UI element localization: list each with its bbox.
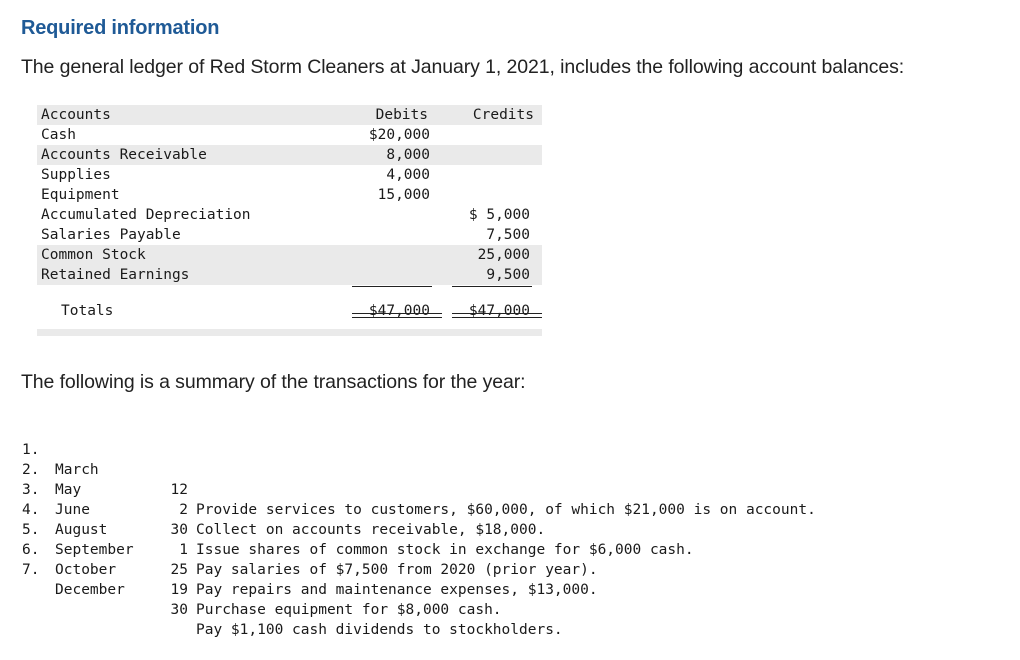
transaction-number: 3. [22, 482, 40, 498]
summary-text: The following is a summary of the transactions for the year: [21, 371, 526, 393]
transaction-day: 19 [170, 582, 188, 598]
credit-total-double-rule [452, 313, 542, 318]
intro-text: The general ledger of Red Storm Cleaners at January 1, 2021, includes the following account balances: [21, 56, 905, 78]
total-debits: $47,000 [368, 303, 430, 319]
account-name: Supplies [41, 167, 111, 183]
credit-amount: 9,500 [486, 267, 530, 283]
transaction-month: October [55, 562, 117, 578]
transaction-month: September [55, 542, 134, 558]
transaction-month: August [55, 522, 108, 538]
transaction-number: 4. [22, 502, 40, 518]
ledger-row [37, 165, 542, 185]
totals-row [37, 293, 542, 329]
debit-amount: $20,000 [368, 127, 430, 143]
transaction-number: 2. [22, 462, 40, 478]
ledger-row [37, 205, 542, 225]
account-name: Retained Earnings [41, 267, 190, 283]
transaction-description: Pay $1,100 cash dividends to stockholders. [196, 622, 563, 638]
section-heading: Required information [21, 17, 220, 39]
credit-subtotal-rule [452, 286, 532, 287]
transaction-description: Issue shares of common stock in exchange for $6,000 cash. [196, 542, 694, 558]
account-name: Accounts Receivable [41, 147, 207, 163]
transaction-description: Provide services to customers, $60,000, of which $21,000 is on account. [196, 502, 816, 518]
transaction-description: Purchase equipment for $8,000 cash. [196, 602, 502, 618]
ledger-row [37, 265, 542, 285]
ledger-row [37, 245, 542, 265]
transaction-description: Collect on accounts receivable, $18,000. [196, 522, 546, 538]
ledger-row [37, 125, 542, 145]
transaction-month: December [55, 582, 125, 598]
transaction-month: March [55, 462, 99, 478]
total-credits: $47,000 [468, 303, 530, 319]
debits-header: Debits [375, 107, 428, 123]
transaction-day: 30 [170, 602, 188, 618]
transaction-day: 1 [179, 542, 188, 558]
credit-amount: 7,500 [486, 227, 530, 243]
transaction-day: 12 [170, 482, 188, 498]
ledger-row [37, 225, 542, 245]
account-name: Salaries Payable [41, 227, 181, 243]
transaction-number: 5. [22, 522, 40, 538]
transaction-number: 6. [22, 542, 40, 558]
account-name: Cash [41, 127, 76, 143]
debit-amount: 8,000 [386, 147, 430, 163]
transaction-month: May [55, 482, 82, 498]
debit-subtotal-rule [352, 286, 432, 287]
credits-header: Credits [472, 107, 534, 123]
transaction-day: 30 [170, 522, 188, 538]
ledger-header-row [37, 105, 542, 125]
transaction-description: Pay repairs and maintenance expenses, $13,000. [196, 582, 598, 598]
transaction-number: 1. [22, 442, 40, 458]
credit-amount: 25,000 [477, 247, 530, 263]
table-bottom-band [37, 329, 542, 336]
account-name: Equipment [41, 187, 120, 203]
debit-total-double-rule [352, 313, 442, 318]
transaction-description: Pay salaries of $7,500 from 2020 (prior year). [196, 562, 598, 578]
transaction-day: 25 [170, 562, 188, 578]
credit-amount: $ 5,000 [468, 207, 530, 223]
debit-amount: 4,000 [386, 167, 430, 183]
transaction-number: 7. [22, 562, 40, 578]
ledger-table [37, 105, 542, 329]
account-name: Common Stock [41, 247, 146, 263]
debit-amount: 15,000 [377, 187, 430, 203]
transaction-day: 2 [179, 502, 188, 518]
accounts-header: Accounts [41, 107, 111, 123]
ledger-row [37, 145, 542, 165]
ledger-row [37, 185, 542, 205]
totals-label: Totals [61, 303, 114, 319]
account-name: Accumulated Depreciation [41, 207, 251, 223]
transaction-list [22, 420, 816, 638]
transaction-month: June [55, 502, 90, 518]
